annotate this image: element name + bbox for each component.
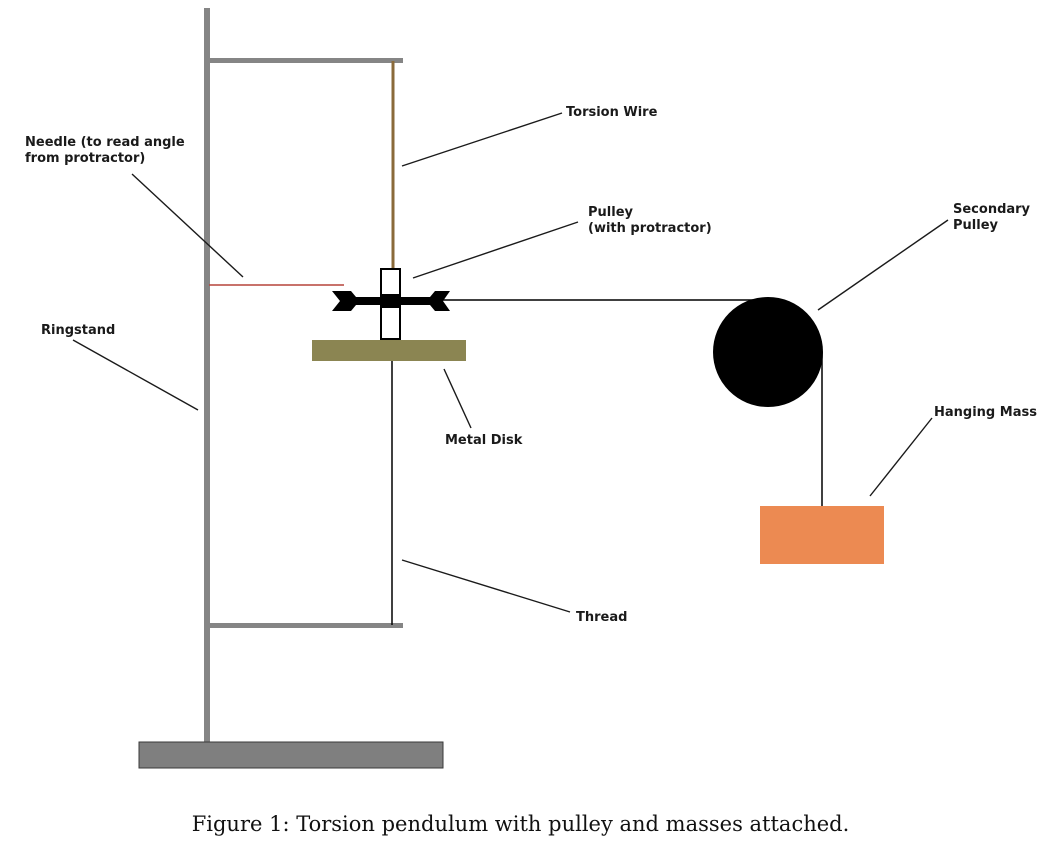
label-hanging-mass: Hanging Mass xyxy=(934,405,1037,420)
leader-metal-disk xyxy=(444,369,471,428)
label-pulley-line1: Pulley xyxy=(588,205,633,220)
label-needle-line1: Needle (to read angle xyxy=(25,135,185,150)
figure-caption: Figure 1: Torsion pendulum with pulley and masses attached. xyxy=(191,812,850,836)
leader-ringstand xyxy=(73,340,198,410)
leader-thread xyxy=(402,560,570,612)
leader-torsion-wire xyxy=(402,113,562,166)
label-torsion-wire: Torsion Wire xyxy=(566,105,658,120)
label-secondary-pulley-line1: Secondary xyxy=(953,202,1031,217)
label-needle-line2: from protractor) xyxy=(25,151,146,166)
label-secondary-pulley-line2: Pulley xyxy=(953,218,998,233)
leader-secondary-pulley xyxy=(818,220,948,310)
label-pulley-line2: (with protractor) xyxy=(588,221,712,236)
ringstand-base xyxy=(139,742,443,768)
secondary-pulley xyxy=(713,297,823,407)
metal-disk xyxy=(312,340,466,361)
ringstand-top-arm xyxy=(207,58,403,63)
leader-pulley xyxy=(413,222,578,278)
hanging-mass xyxy=(760,506,884,564)
ringstand-rod xyxy=(204,8,210,746)
label-ringstand: Ringstand xyxy=(41,323,116,338)
pulley-hub xyxy=(381,294,400,308)
label-metal-disk: Metal Disk xyxy=(445,433,523,448)
ringstand-bottom-arm xyxy=(207,623,403,628)
label-thread: Thread xyxy=(576,610,628,625)
leader-needle xyxy=(132,174,243,277)
leader-hanging-mass xyxy=(870,418,932,496)
